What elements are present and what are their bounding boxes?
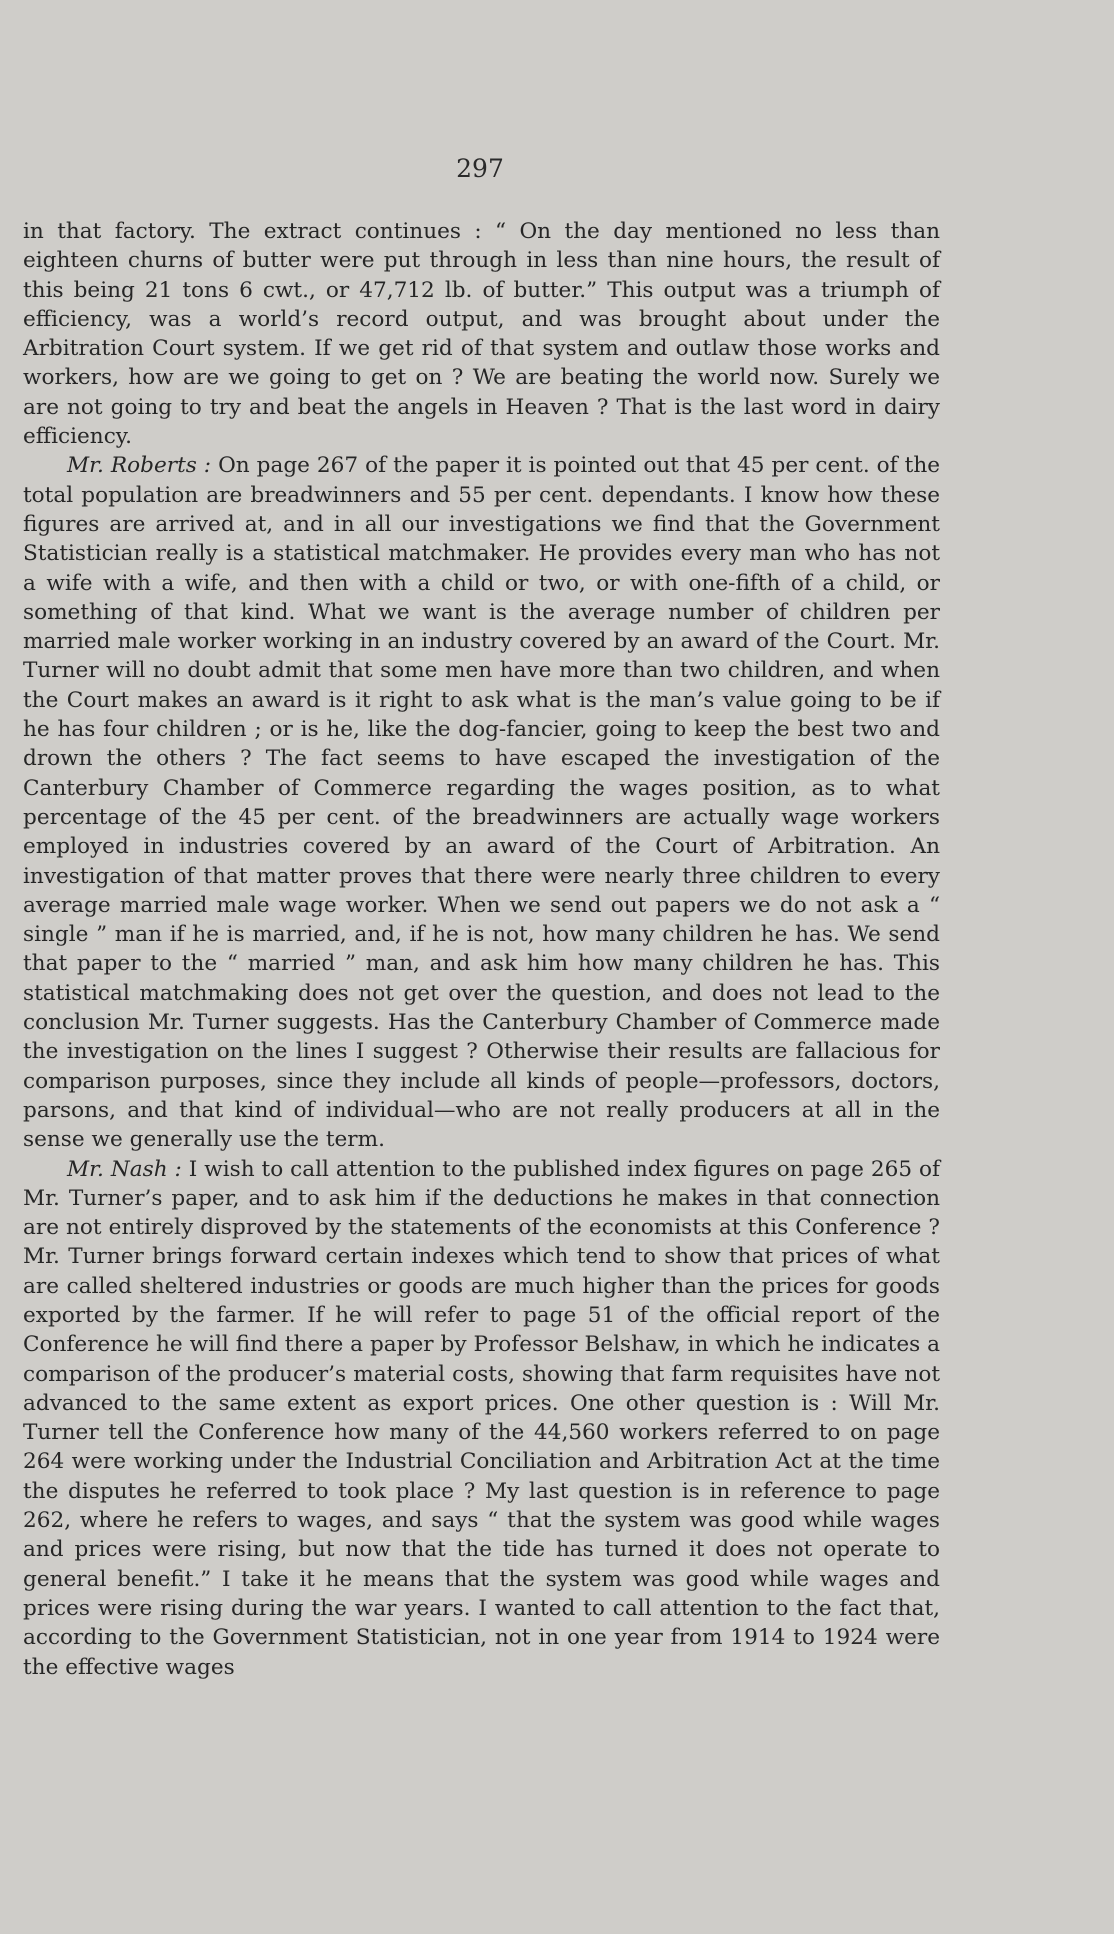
paragraph-3 [23,1155,940,1682]
page-number: 297 [456,154,504,183]
paragraph-text: I wish to call attention to the published index figures on page 265 of Mr. Turner’s paper, and to ask him if the deductions he makes in that connection are not entirely disproved by the statements of the economists at this Conference ? Mr. Turner brings forward certain indexes which tend to show that prices of what are called sheltered industries or goods are much higher than the prices for goods exported by the farmer. If he will refer to page 51 of the official report of the Conference he will find there a paper by Professor Belshaw, in which he indicates a comparison of the producer’s material costs, showing that farm requisites have not advanced to the same extent as export prices. One other question is : Will Mr. Turner tell the Conference how many of the 44,560 workers referred to on page 264 were working under the Industrial Conciliation and Arbitration Act at the time the disputes he referred to took place ? My last question is in reference to page 262, where he refers to wages, and says “ that the system was good while wages and prices were rising, but now that the tide has turned it does not operate to general benefit.” I take it he means that the system was good while wages and prices were rising during the war years. I wanted to call attention to the fact that, according to the Government Statistician, not in one year from 1914 to 1924 were the effective wages [23,1156,940,1680]
paragraph-text: in that factory. The extract continues : “ On the day mentioned no less than eighteen churns of butter were put through in less than nine hours, the result of this being 21 tons 6 cwt., or 47,712 lb. of butter.” This output was a triumph of efficiency, was a world’s record output, and was brought about under the Arbitration Court system. If we get rid of that system and outlaw those works and workers, how are we going to get on ? We are beating the world now. Surely we are not going to try and beat the angels in Heaven ? That is the last word in dairy efficiency. [23,219,940,450]
speaker-name: Mr. Nash : [67,1156,182,1182]
body-text [23,217,940,1682]
speaker-name: Mr. Roberts : [67,453,212,479]
paragraph-1 [23,217,940,451]
paragraph-2 [23,451,940,1154]
paragraph-text: On page 267 of the paper it is pointed out that 45 per cent. of the total population are breadwinners and 55 per cent. dependants. I know how these figures are arrived at, and in all our investigations we find that the Government Statistician really is a statistical matchmaker. He provides every man who has not a wife with a wife, and then with a child or two, or with one-fifth of a child, or something of that kind. What we want is the average number of children per married male worker working in an industry covered by an award of the Court. Mr. Turner will no doubt admit that some men have more than two children, and when the Court makes an award is it right to ask what is the man’s value going to be if he has four children ; or is he, like the dog-fancier, going to keep the best two and drown the others ? The fact seems to have escaped the investigation of the Canterbury Chamber of Commerce regarding the wages position, as to what percentage of the 45 per cent. of the breadwinners are actually wage workers employed in industries covered by an award of the Court of Arbitration. An investigation of that matter proves that there were nearly three children to every average married male wage worker. When we send out papers we do not ask a “ single ” man if he is married, and, if he is not, how many children he has. We send that paper to the “ married ” man, and ask him how many children he has. This statistical matchmaking does not get over the question, and does not lead to the conclusion Mr. Turner suggests. Has the Canterbury Chamber of Commerce made the investigation on the lines I suggest ? Otherwise their results are fallacious for comparison purposes, since they include all kinds of people—professors, doctors, parsons, and that kind of individual—who are not really producers at all in the sense we generally use the term. [23,453,941,1153]
